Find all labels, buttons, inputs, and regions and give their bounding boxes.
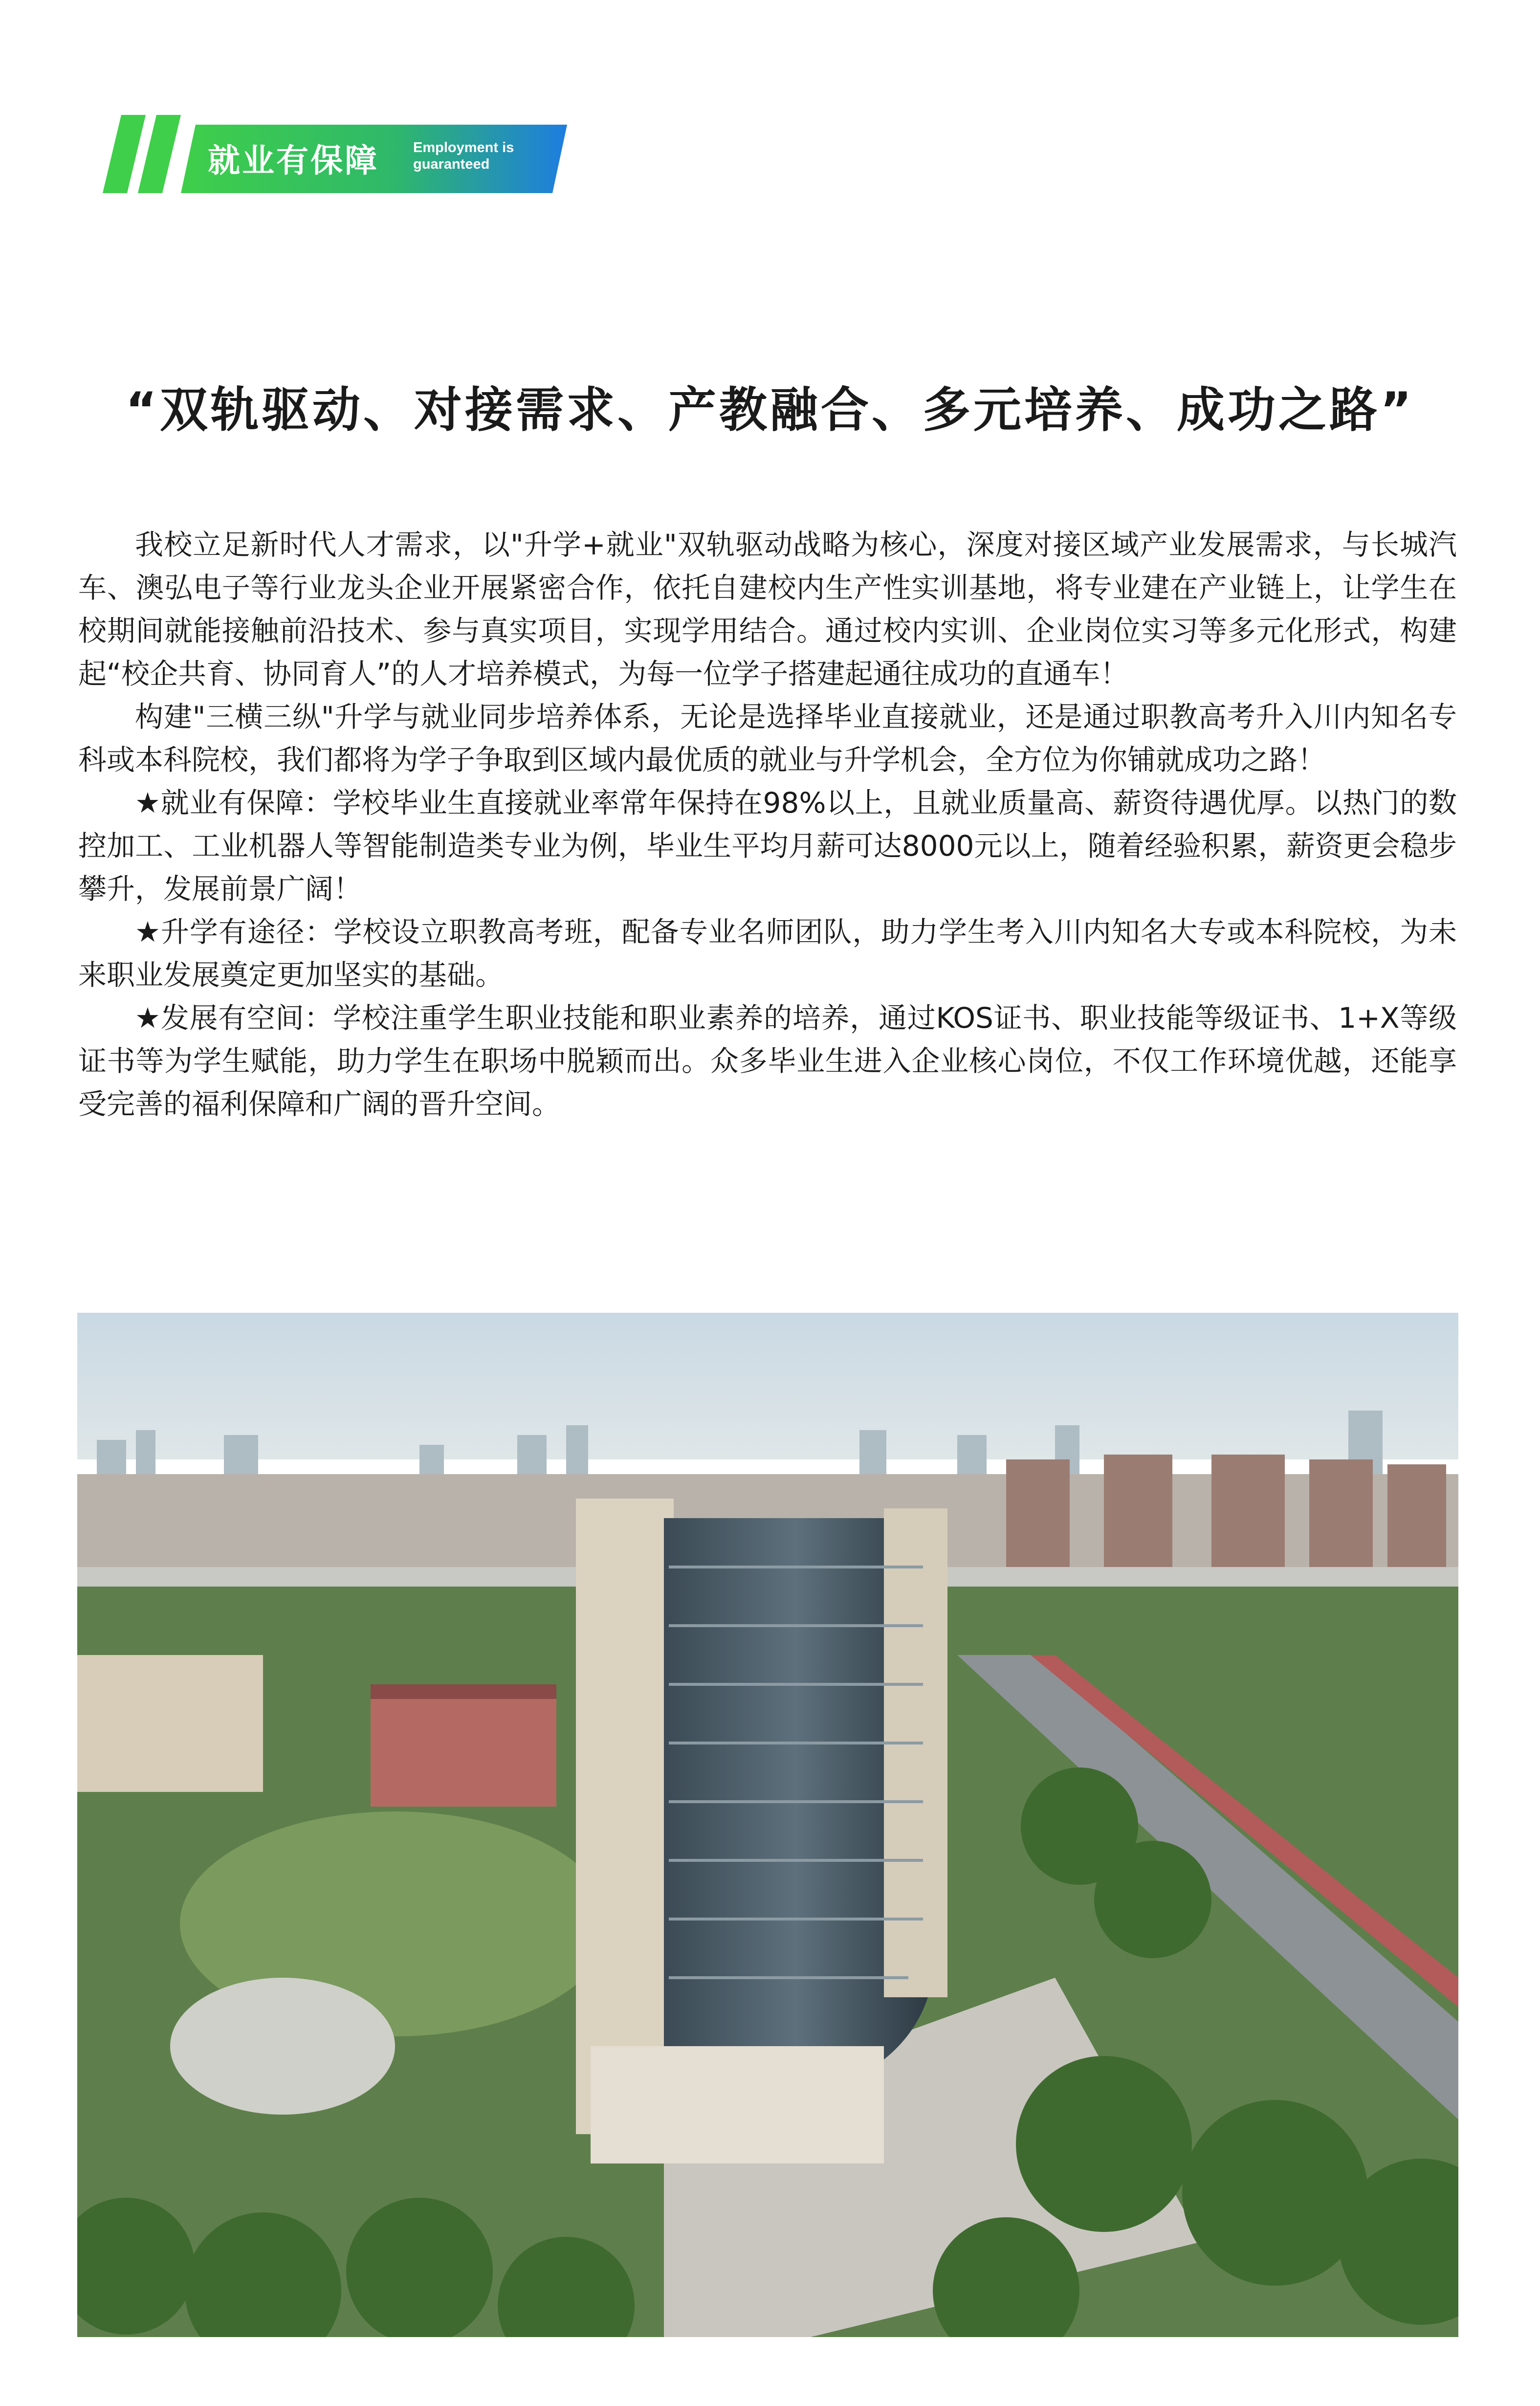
paragraph-system: 构建"三横三纵"升学与就业同步培养体系，无论是选择毕业直接就业，还是通过职教高考升入川内知名专科或本科院校，我们都将为学子争取到区域内最优质的就业与升学机会，全方位为你铺就成功之路！: [78, 700, 1457, 776]
paragraph-employment: ★就业有保障：学校毕业生直接就业率常年保持在98%以上，且就业质量高、薪资待遇优厚。以热门的数控加工、工业机器人等智能制造类专业为例，毕业生平均月薪可达8000元以上，随着经验积累，薪资更会稳步攀升，发展前景广阔！: [78, 786, 1457, 905]
paragraph-intro: 我校立足新时代人才需求，以"升学+就业"双轨驱动战略为核心，深度对接区域产业发展需求，与长城汽车、澳弘电子等行业龙头企业开展紧密合作，依托自建校内生产性实训基地，将专业建在产业链上，让学生在校期间就能接触前沿技术、参与真实项目，实现学用结合。通过校内实训、企业岗位实习等多元化形式，构建起“校企共育、协同育人”的人才培养模式，为每一位学子搭建起通往成功的直通车！: [78, 528, 1457, 690]
paragraph-further-study: ★升学有途径：学校设立职教高考班，配备专业名师团队，助力学生考入川内知名大专或本科院校，为未来职业发展奠定更加坚实的基础。: [78, 915, 1457, 992]
body-text: [78, 523, 1457, 1126]
badge-stripe-1: [103, 115, 146, 193]
badge-title: 就业有保障: [208, 142, 379, 179]
campus-photo-illustration: [77, 1313, 1458, 2337]
badge-subtitle: [413, 139, 540, 173]
page-headline: “双轨驱动、对接需求、产教融合、多元培养、成功之路”: [125, 382, 1415, 438]
badge-subtitle-line2: guaranteed: [413, 156, 490, 172]
campus-aerial-photo: [77, 1313, 1458, 2337]
section-header-badge: [103, 115, 567, 193]
badge-subtitle-line1: Employment is: [413, 140, 514, 155]
badge-stripe-2: [138, 115, 181, 193]
paragraph-development: ★发展有空间：学校注重学生职业技能和职业素养的培养，通过KOS证书、职业技能等级证书、1+X等级证书等为学生赋能，助力学生在职场中脱颖而出。众多毕业生进入企业核心岗位，不仅工作环境优越，还能享受完善的福利保障和广阔的晋升空间。: [78, 1001, 1457, 1121]
